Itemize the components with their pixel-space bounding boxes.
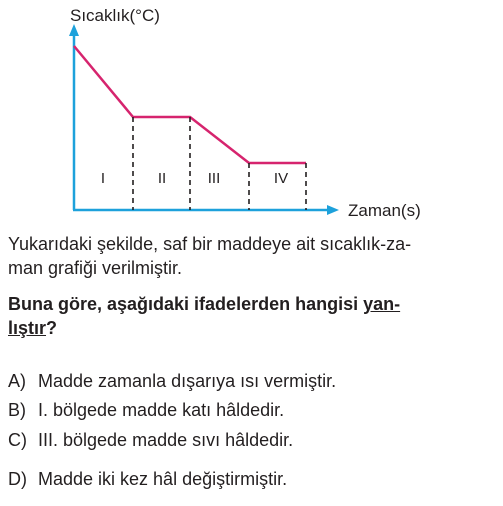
option-a[interactable] xyxy=(8,369,336,393)
prompt-keyword-part-1: yan- xyxy=(363,294,401,314)
option-b[interactable] xyxy=(8,398,284,422)
question-prompt xyxy=(8,292,496,340)
x-axis-label: Zaman(s) xyxy=(348,201,421,220)
option-d-letter: D) xyxy=(8,469,27,489)
region-label-4: IV xyxy=(273,170,289,187)
region-label-1: I xyxy=(100,170,106,187)
option-c[interactable] xyxy=(8,428,293,452)
option-d-text: Madde iki kez hâl değiştirmiştir. xyxy=(38,469,288,489)
temperature-time-graph xyxy=(0,0,503,228)
option-b-letter: B) xyxy=(8,400,26,420)
option-c-text: III. bölgede madde sıvı hâldedir. xyxy=(38,430,294,450)
option-a-letter: A) xyxy=(8,371,26,391)
option-c-letter: C) xyxy=(8,430,27,450)
y-axis-label: Sıcaklık(°C) xyxy=(70,6,160,25)
intro-line-2: man grafiği verilmiştir. xyxy=(8,258,183,278)
prompt-question-mark: ? xyxy=(46,318,58,338)
region-label-2: II xyxy=(157,170,167,187)
prompt-keyword-part-2: lıştır xyxy=(8,318,47,338)
option-d[interactable] xyxy=(8,467,287,491)
intro-line-1: Yukarıdaki şekilde, saf bir maddeye ait sıcaklık-za- xyxy=(8,234,412,254)
prompt-text: Buna göre, aşağıdaki ifadelerden hangisi xyxy=(8,294,364,314)
question-intro xyxy=(8,232,496,280)
y-axis-arrow xyxy=(69,24,79,36)
option-a-text: Madde zamanla dışarıya ısı vermiştir. xyxy=(38,371,337,391)
x-axis-arrow xyxy=(327,205,339,215)
option-b-text: I. bölgede madde katı hâldedir. xyxy=(38,400,285,420)
region-label-3: III xyxy=(207,170,221,187)
